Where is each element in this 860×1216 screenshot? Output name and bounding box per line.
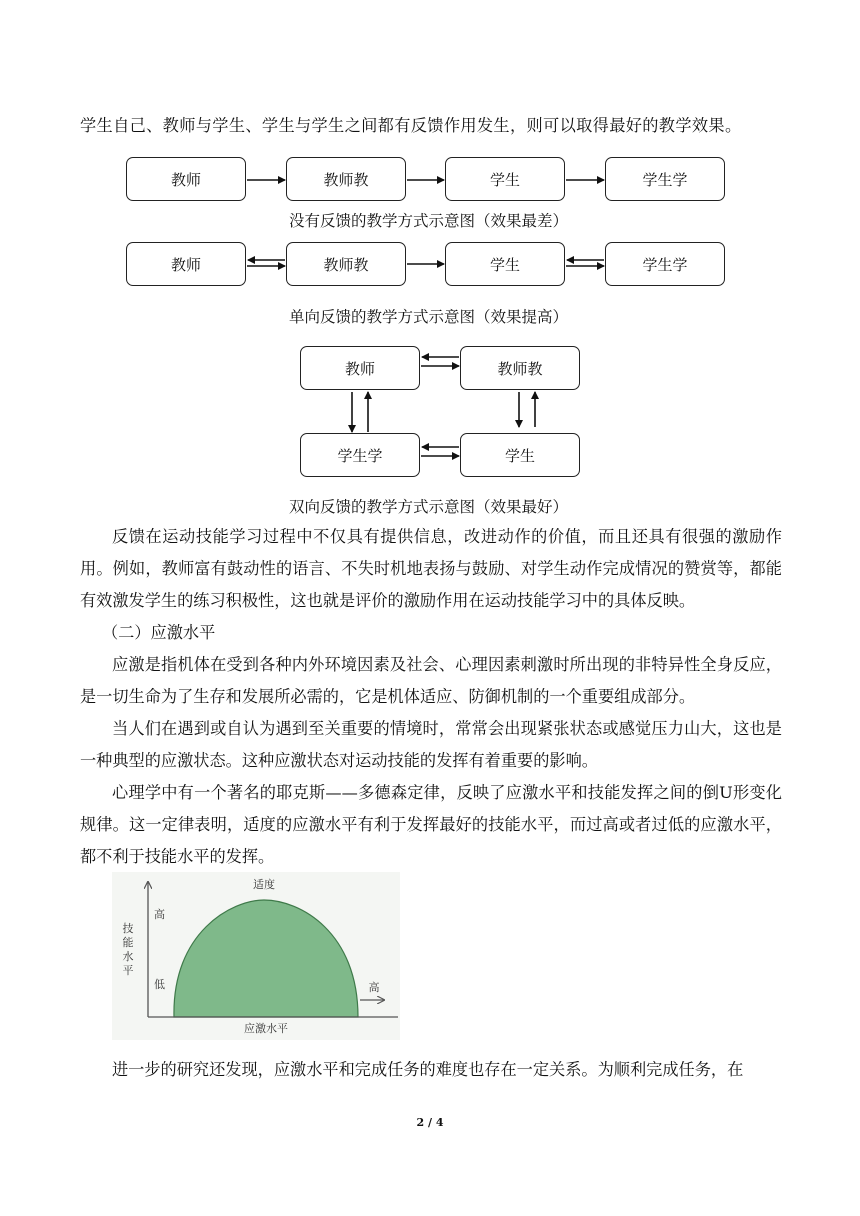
- diagram2-arrows: [247, 260, 604, 266]
- y-axis-label: [123, 921, 134, 977]
- section-heading-stress-level: （二）应激水平: [102, 623, 216, 642]
- paragraph-stress-definition: 应激是指机体在受到各种内外环境因素及社会、心理因素刺激时所出现的非特异性全身反应，是一切生命为了生存和发展所必需的，它是机体适应、防御机制的一个重要组成部分。: [80, 655, 782, 706]
- y-high-label: 高: [154, 908, 165, 921]
- paragraph-feedback-motivation: 反馈在运动技能学习过程中不仅具有提供信息，改进动作的价值，而且还具有很强的激励作用。例如，教师富有鼓动性的语言、不失时机地表扬与鼓励、对学生动作完成情况的赞赏等，都能有效激发学生的练习积极性，这也就是评价的激励作用在运动技能学习中的具体反映。: [80, 527, 782, 610]
- diagram3-box-teacher: 教师: [300, 346, 420, 390]
- diagram2-box-student-learning: 学生学: [605, 242, 725, 286]
- svg-text:能: 能: [122, 936, 134, 949]
- diagram2-caption: 单向反馈的教学方式示意图（效果提高）: [289, 308, 569, 326]
- svg-text:技: 技: [122, 922, 134, 935]
- diagram3-arrows: [352, 357, 535, 456]
- diagram1-box-student-learning: 学生学: [605, 157, 725, 201]
- inverted-u-figure: [112, 872, 400, 1040]
- diagram-arrows: [0, 0, 860, 520]
- x-high-label: 高: [368, 981, 380, 994]
- diagram2-box-teacher-teaching: 教师教: [286, 242, 406, 286]
- diagram1-box-teacher-teaching: 教师教: [286, 157, 406, 201]
- y-low-label: 低: [154, 978, 165, 991]
- paragraph-stress-situation: 当人们在遇到或自认为遇到至关重要的情境时，常常会出现紧张状态或感觉压力山大，这也是一种典型的应激状态。这种应激状态对运动技能的发挥有着重要的影响。: [80, 719, 782, 770]
- diagram3-box-student-learning: 学生学: [300, 433, 420, 477]
- diagram2-box-student: 学生: [445, 242, 565, 286]
- diagram3-caption: 双向反馈的教学方式示意图（效果最好）: [289, 498, 569, 516]
- diagram3-box-teacher-teaching: 教师教: [460, 346, 580, 390]
- x-axis-label: 应激水平: [244, 1022, 288, 1035]
- page-number: 2 / 4: [416, 1116, 444, 1129]
- intro-line: 学生自己、教师与学生、学生与学生之间都有反馈作用发生，则可以取得最好的教学效果。: [80, 116, 742, 135]
- svg-text:水: 水: [122, 950, 134, 963]
- diagram1-box-teacher: 教师: [126, 157, 246, 201]
- diagram3-box-student: 学生: [460, 433, 580, 477]
- inverted-u-curve: [174, 900, 358, 1017]
- paragraph-yerkes-dodson: 心理学中有一个著名的耶克斯——多德森定律，反映了应激水平和技能发挥之间的倒U形变化规律。这一定律表明，适度的应激水平有利于发挥最好的技能水平，而过高或者过低的应激水平，都不利于技能水平的发挥。: [80, 783, 782, 866]
- diagram1-box-student: 学生: [445, 157, 565, 201]
- svg-text:平: 平: [122, 964, 134, 977]
- paragraph-task-difficulty: 进一步的研究还发现，应激水平和完成任务的难度也存在一定关系。为顺利完成任务，在: [112, 1060, 744, 1079]
- diagram2-box-teacher: 教师: [126, 242, 246, 286]
- diagram1-caption: 没有反馈的教学方式示意图（效果最差）: [289, 212, 569, 230]
- peak-label: 适度: [253, 878, 275, 891]
